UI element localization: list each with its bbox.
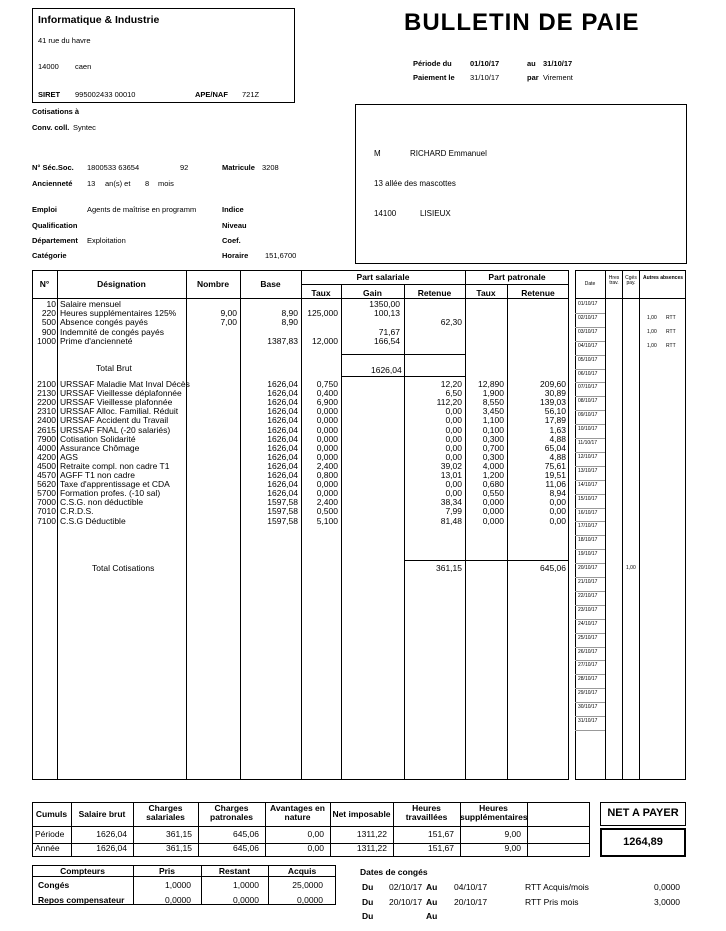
col-taux: Taux (311, 288, 331, 298)
col-base: Base (260, 279, 281, 289)
matricule-value: 3208 (262, 163, 279, 172)
rtt-label: RTT Pris mois (525, 896, 579, 907)
cotisation-retenue: 12,20 (440, 379, 462, 389)
calendar-absence-type: RTT (666, 342, 676, 349)
cotisation-retenue: 112,20 (436, 397, 462, 408)
cotisation-taux: 2,400 (316, 497, 338, 508)
col-retenue: Retenue (417, 288, 452, 298)
calendar-date: 19/10/17 (578, 551, 598, 558)
line-taux: 125,000 (307, 308, 338, 319)
line-nombre: 7,00 (220, 317, 237, 328)
conges-au-label: Au (426, 896, 438, 907)
col-taux-patronal: Taux (476, 288, 496, 298)
siret-value: 995002433 00010 (75, 90, 136, 99)
cotisation-base: 1626,04 (267, 488, 298, 499)
calendar-date: 29/10/17 (578, 690, 598, 697)
cotisation-label: URSSAF Accident du Travail (60, 415, 169, 426)
cotisation-base: 1626,04 (267, 406, 298, 417)
cotisation-base: 1626,04 (267, 442, 298, 453)
calendar-date: 21/10/17 (578, 579, 598, 585)
cotisation-num: 7900 (37, 433, 56, 444)
line-label: Indemnité de congés payés (60, 326, 164, 337)
cotisation-label: Cotisation Solidarité (60, 433, 136, 444)
cotisation-taux-patronal: 1,900 (482, 388, 504, 399)
cotisation-label: Taxe d'apprentissage et CDA (60, 479, 170, 490)
calendar-date: 20/10/17 (578, 565, 598, 572)
conges-du-label: Du (362, 896, 374, 907)
cotisation-num: 2130 (37, 388, 56, 399)
cotisation-retenue: 81,48 (440, 515, 462, 526)
calendar-date: 12/10/17 (578, 453, 598, 460)
line-nombre: 9,00 (220, 308, 237, 319)
cotisation-retenue-patronale: 4,88 (549, 433, 566, 444)
total-cotisations-label: Total Cotisations (92, 563, 155, 573)
col-retenue-patronale: Retenue (521, 288, 555, 298)
matricule-label: Matricule (222, 163, 255, 172)
cotisation-label: URSSAF Maladie Mat Inval Décès (60, 379, 190, 389)
calendar-date: 14/10/17 (578, 481, 598, 488)
cumuls-value: 151,67 (428, 843, 454, 853)
cotisation-retenue: 0,00 (445, 433, 462, 444)
cotisation-retenue: 13,01 (440, 470, 462, 480)
calendar-date: 08/10/17 (578, 398, 598, 405)
cumuls-value: 9,00 (504, 829, 521, 839)
cotisation-taux-patronal: 1,200 (482, 470, 504, 480)
cumuls-value: 1311,22 (356, 829, 387, 839)
departement-label: Département (32, 236, 78, 245)
cotisation-base: 1626,04 (267, 424, 298, 435)
company-address: 41 rue du havre (38, 36, 91, 45)
cotisation-taux-patronal: 0,000 (482, 497, 504, 508)
cumuls-header: Salaire brut (78, 809, 126, 819)
cotisation-taux-patronal: 0,300 (482, 433, 504, 444)
cotisation-taux-patronal: 4,000 (482, 460, 504, 471)
employee-postcode: 14100 (374, 209, 397, 218)
convention-label: Conv. coll. (32, 123, 70, 132)
conges-du-date: 20/10/17 (389, 896, 423, 907)
horaire-value: 151,6700 (265, 251, 297, 260)
cotisation-retenue-patronale: 209,60 (540, 379, 566, 389)
calendar-date: 31/10/17 (578, 718, 598, 724)
compteur-acquis: 25,0000 (292, 880, 323, 890)
cotisation-retenue: 7,99 (445, 506, 462, 517)
anciennete-months-unit: mois (158, 179, 174, 188)
compteur-pris: 0,0000 (165, 895, 191, 905)
cotisation-retenue: 0,00 (445, 451, 462, 462)
total-cotisations-salariales: 361,15 (436, 563, 462, 573)
cotisation-taux: 0,000 (316, 406, 338, 417)
cotisation-retenue: 0,00 (445, 479, 462, 490)
compteurs-header: Restant (218, 866, 251, 876)
conges-au-date: 20/10/17 (454, 896, 488, 907)
calendar-date: 10/10/17 (578, 426, 598, 433)
conges-au-label: Au (426, 911, 438, 921)
rtt-label: RTT Acquis/mois (525, 882, 589, 892)
cotisation-label: AGFF T1 non cadre (60, 470, 135, 480)
cotisation-base: 1626,04 (267, 451, 298, 462)
cotisation-retenue-patronale: 0,00 (549, 497, 566, 508)
conges-du-label: Du (362, 911, 374, 921)
qualification-label: Qualification (32, 221, 78, 230)
calendar-date: 27/10/17 (578, 662, 598, 669)
categorie-label: Catégorie (32, 251, 67, 260)
line-base: 8,90 (281, 308, 298, 319)
total-brut-value: 1626,04 (371, 365, 402, 375)
calendar-absence-value: 1,00 (647, 314, 657, 321)
net-label: NET A PAYER (607, 807, 679, 819)
calendar-date: 13/10/17 (578, 467, 598, 474)
cotisation-taux-patronal: 0,000 (482, 515, 504, 526)
cotisation-taux: 0,000 (316, 415, 338, 426)
col-nombre: Nombre (196, 279, 230, 289)
cotisation-label: URSSAF Alloc. Familial. Réduit (60, 406, 179, 417)
calendar-date: 04/10/17 (578, 342, 598, 349)
cotisation-label: Retraite compl. non cadre T1 (60, 460, 170, 471)
cotisation-base: 1597,58 (267, 497, 298, 508)
cotisation-num: 4200 (37, 451, 56, 462)
convention-value: Syntec (73, 123, 96, 132)
calendar-date: 28/10/17 (578, 676, 598, 683)
employee-civility: M (374, 149, 381, 158)
cotisation-taux: 0,750 (316, 379, 338, 389)
calendar-date: 30/10/17 (578, 704, 598, 711)
cotisation-taux: 0,800 (316, 470, 338, 480)
line-retenue: 62,30 (440, 317, 462, 328)
secu-label: N° Séc.Soc. (32, 163, 74, 172)
departement-value: Exploitation (87, 236, 126, 245)
secu-key: 92 (180, 163, 189, 172)
cotisation-retenue-patronale: 139,03 (540, 397, 566, 408)
cotisation-num: 7010 (37, 506, 56, 517)
line-gain: 1350,00 (369, 299, 400, 309)
line-num: 500 (41, 317, 56, 328)
cal-head-autres: Autres absences (642, 275, 684, 281)
calendar-date: 17/10/17 (578, 523, 598, 530)
cotisation-taux-patronal: 0,300 (482, 451, 504, 462)
calendar-date: 09/10/17 (578, 412, 598, 419)
cumuls-header: Cumuls (35, 809, 68, 819)
cotisation-base: 1626,04 (267, 397, 298, 408)
payment-method-label: par (527, 73, 539, 82)
cotisation-label: URSSAF FNAL (-20 salariés) (60, 424, 171, 435)
line-label: Absence congés payés (60, 317, 148, 328)
cal-head-date: Date (584, 281, 596, 287)
rtt-value: 3,0000 (654, 896, 680, 907)
secu-value: 1800533 63654 (87, 163, 140, 172)
cumuls-header: Heures supplémentaires (460, 803, 528, 823)
cotisation-retenue: 0,00 (445, 442, 462, 453)
company-postcode: 14000 (38, 62, 59, 71)
payment-label: Paiement le (413, 73, 455, 82)
compteur-label: Congés (38, 880, 70, 890)
cotisation-taux: 0,000 (316, 451, 338, 462)
period-to-label: au (527, 59, 536, 68)
niveau-label: Niveau (222, 221, 247, 230)
emploi-label: Emploi (32, 205, 58, 214)
col-part-salariale: Part salariale (356, 272, 410, 282)
period-from-label: Période du (413, 59, 452, 68)
cumuls-header: Net imposable (332, 809, 391, 819)
compteurs-header: Acquis (287, 866, 317, 876)
cotisation-retenue-patronale: 65,04 (544, 442, 566, 453)
calendar-date: 22/10/17 (578, 592, 598, 599)
cotisation-taux-patronal: 0,000 (482, 506, 504, 517)
cotisation-taux-patronal: 3,450 (482, 406, 504, 417)
cotisation-retenue-patronale: 11,06 (545, 479, 566, 490)
cotisation-retenue-patronale: 19,51 (544, 470, 566, 480)
rtt-value: 0,0000 (654, 882, 680, 892)
calendar-date: 03/10/17 (578, 328, 598, 335)
cumuls-value: 0,00 (307, 843, 324, 853)
document-title: BULLETIN DE PAIE (404, 9, 640, 36)
calendar-date: 07/10/17 (578, 384, 598, 391)
cal-head-hours: Hres trav. (608, 275, 620, 286)
compteur-label: Repos compensateur (38, 895, 125, 905)
line-taux: 12,000 (312, 335, 338, 346)
calendar-absence-type: RTT (666, 328, 676, 335)
cotisation-base: 1626,04 (267, 388, 298, 399)
calendar-conge-value: 1,00 (626, 565, 636, 572)
employee-street: 13 allée des mascottes (374, 179, 456, 188)
company-city: caen (75, 62, 92, 71)
coef-label: Coef. (222, 236, 241, 245)
period-from: 01/10/17 (470, 59, 500, 68)
cotisation-retenue-patronale: 8,94 (549, 488, 566, 499)
indice-label: Indice (222, 205, 244, 214)
compteurs-header: Pris (158, 866, 176, 876)
cotisation-retenue: 0,00 (445, 406, 462, 417)
calendar-date: 18/10/17 (578, 537, 598, 544)
cotisation-num: 2615 (37, 424, 56, 435)
cotisation-retenue-patronale: 0,00 (549, 506, 566, 517)
cotisations-label: Cotisations à (32, 107, 80, 116)
ape-label: APE/NAF (195, 90, 228, 99)
cotisation-retenue-patronale: 4,88 (549, 451, 566, 462)
cotisation-label: AGS (60, 451, 78, 462)
cotisation-num: 5620 (37, 479, 56, 490)
cotisation-num: 7100 (37, 515, 56, 526)
cumuls-value: 645,06 (233, 843, 259, 853)
compteur-pris: 1,0000 (165, 880, 191, 890)
cumuls-value: 151,67 (428, 829, 454, 839)
cotisation-label: Assurance Chômage (60, 442, 140, 453)
conges-au-label: Au (426, 882, 438, 892)
compteur-restant: 1,0000 (233, 880, 259, 890)
calendar-date: 26/10/17 (578, 648, 598, 655)
emploi-value: Agents de maîtrise en programm (87, 205, 197, 214)
cotisation-num: 4500 (37, 460, 56, 471)
line-label: Prime d'ancienneté (60, 335, 133, 346)
cumuls-value: 361,15 (166, 843, 192, 853)
cotisation-retenue-patronale: 75,61 (544, 460, 566, 471)
calendar-absence-value: 1,00 (647, 342, 657, 349)
cumuls-value: 645,06 (233, 829, 259, 839)
cotisation-taux-patronal: 12,890 (478, 379, 504, 389)
cotisation-retenue: 0,00 (445, 424, 462, 435)
cotisation-taux: 6,900 (316, 397, 338, 408)
calendar-date: 02/10/17 (578, 314, 598, 321)
calendar-date: 06/10/17 (578, 370, 598, 377)
calendar-absence-type: RTT (666, 314, 676, 321)
cumuls-value: 1626,04 (96, 829, 127, 839)
cotisation-num: 2200 (37, 397, 56, 408)
employee-city: LISIEUX (420, 209, 451, 218)
cotisation-taux-patronal: 0,700 (482, 442, 504, 453)
conges-du-label: Du (362, 882, 374, 892)
anciennete-years-unit: an(s) et (105, 179, 131, 188)
horaire-label: Horaire (222, 251, 249, 260)
cotisation-taux: 0,000 (316, 424, 338, 435)
line-gain: 100,13 (374, 308, 400, 319)
cotisation-taux: 0,000 (316, 433, 338, 444)
col-designation: Désignation (97, 279, 146, 289)
cotisation-retenue: 0,00 (445, 415, 462, 426)
cotisation-base: 1626,04 (267, 433, 298, 444)
cotisation-taux: 0,000 (316, 479, 338, 490)
calendar-absence-value: 1,00 (647, 328, 657, 335)
calendar-date: 24/10/17 (578, 620, 598, 627)
cumuls-value: 361,15 (166, 829, 192, 839)
siret-label: SIRET (38, 90, 61, 99)
cumuls-value: 9,00 (504, 843, 521, 853)
calendar-date: 25/10/17 (578, 634, 598, 641)
cotisation-retenue: 6,50 (445, 388, 462, 399)
cumuls-header: Avantages en nature (270, 803, 325, 823)
calendar-date: 11/10/17 (578, 440, 598, 446)
cotisation-num: 7000 (37, 497, 56, 508)
cotisation-label: C.R.D.S. (60, 506, 94, 517)
cumuls-value: 1311,22 (356, 843, 387, 853)
cumuls-header: Heures travaillées (405, 803, 448, 823)
line-num: 10 (46, 299, 56, 309)
compteurs-header: Compteurs (60, 866, 105, 876)
cotisation-base: 1626,04 (267, 470, 298, 480)
col-num: N° (39, 279, 50, 289)
calendar-date: 15/10/17 (578, 495, 598, 502)
line-label: Salaire mensuel (60, 299, 121, 309)
cotisation-taux-patronal: 1,100 (482, 415, 504, 426)
cotisation-num: 4570 (37, 470, 56, 480)
calendar-date: 01/10/17 (578, 301, 598, 307)
cotisation-label: URSSAF Vieillesse plafonnée (60, 397, 173, 408)
cotisation-num: 5700 (37, 488, 56, 499)
cotisation-retenue-patronale: 0,00 (549, 515, 566, 526)
anciennete-years: 13 (87, 179, 96, 188)
cotisation-taux: 0,000 (316, 442, 338, 453)
col-part-patronale: Part patronale (488, 272, 546, 282)
cotisation-base: 1626,04 (267, 479, 298, 490)
cotisation-taux-patronal: 8,550 (482, 397, 504, 408)
cotisation-num: 2310 (37, 406, 56, 417)
cal-head-conges: Cgés pay. (625, 275, 637, 286)
cotisation-label: URSSAF Vieillesse déplafonnée (60, 388, 182, 399)
cumuls-value: 1626,04 (96, 843, 127, 853)
compteur-acquis: 0,0000 (297, 895, 323, 905)
calendar-date: 23/10/17 (578, 606, 598, 613)
cumuls-header: Charges salariales (146, 803, 185, 823)
cotisation-retenue: 39,02 (440, 460, 462, 471)
cumuls-value: 0,00 (307, 829, 324, 839)
line-base: 8,90 (281, 317, 298, 328)
payment-method: Virement (543, 73, 573, 82)
line-num: 1000 (37, 335, 56, 346)
cotisation-label: C.S.G. non déductible (60, 497, 144, 508)
company-name: Informatique & Industrie (38, 14, 160, 26)
cotisation-label: C.S.G Déductible (60, 515, 126, 526)
cotisation-base: 1597,58 (267, 515, 298, 526)
line-num: 900 (41, 326, 56, 337)
cumuls-row-label: Année (35, 843, 60, 853)
cotisation-num: 2400 (37, 415, 56, 426)
cotisation-retenue: 0,00 (445, 488, 462, 499)
cotisation-taux: 0,400 (316, 388, 338, 399)
line-num: 220 (41, 308, 56, 319)
ape-value: 721Z (242, 90, 260, 99)
col-gain: Gain (363, 288, 382, 298)
line-base: 1387,83 (267, 335, 298, 346)
cotisation-retenue-patronale: 56,10 (544, 406, 566, 417)
cotisation-label: Formation profes. (-10 sal) (60, 488, 161, 499)
anciennete-months: 8 (145, 179, 150, 188)
line-gain: 71,67 (378, 326, 400, 337)
cotisation-taux: 5,100 (316, 515, 338, 526)
calendar-date: 05/10/17 (578, 356, 598, 363)
cotisation-taux: 2,400 (316, 460, 338, 471)
cotisation-num: 4000 (37, 442, 56, 453)
payment-date: 31/10/17 (470, 73, 500, 82)
cumuls-row-label: Période (35, 829, 65, 839)
net-value: 1264,89 (623, 836, 663, 848)
cotisation-taux-patronal: 0,100 (482, 424, 504, 435)
cotisation-retenue-patronale: 1,63 (549, 424, 566, 435)
calendar-date: 16/10/17 (578, 509, 598, 516)
cotisation-retenue: 38,34 (440, 497, 462, 508)
cotisation-taux: 0,500 (316, 506, 338, 517)
compteur-restant: 0,0000 (233, 895, 259, 905)
cotisation-base: 1626,04 (267, 379, 298, 389)
cotisation-taux-patronal: 0,550 (482, 488, 504, 499)
cotisation-retenue-patronale: 17,89 (544, 415, 566, 426)
conges-title: Dates de congés (360, 867, 428, 877)
cotisation-taux: 0,000 (316, 488, 338, 499)
total-brut-label: Total Brut (96, 363, 132, 373)
period-to: 31/10/17 (543, 59, 573, 68)
cotisation-base: 1597,58 (267, 506, 298, 517)
cotisation-base: 1626,04 (267, 460, 298, 471)
conges-du-date: 02/10/17 (389, 882, 423, 892)
conges-au-date: 04/10/17 (454, 882, 488, 892)
line-gain: 166,54 (374, 335, 400, 346)
cotisation-base: 1626,04 (267, 415, 298, 426)
cotisation-retenue-patronale: 30,89 (544, 388, 566, 399)
employee-name: RICHARD Emmanuel (410, 149, 487, 158)
cotisation-taux-patronal: 0,680 (482, 479, 504, 490)
anciennete-label: Ancienneté (32, 179, 73, 188)
cotisation-num: 2100 (37, 379, 56, 389)
cumuls-header: Charges patronales (210, 803, 253, 823)
line-label: Heures supplémentaires 125% (60, 308, 177, 319)
total-cotisations-patronales: 645,06 (540, 563, 566, 573)
